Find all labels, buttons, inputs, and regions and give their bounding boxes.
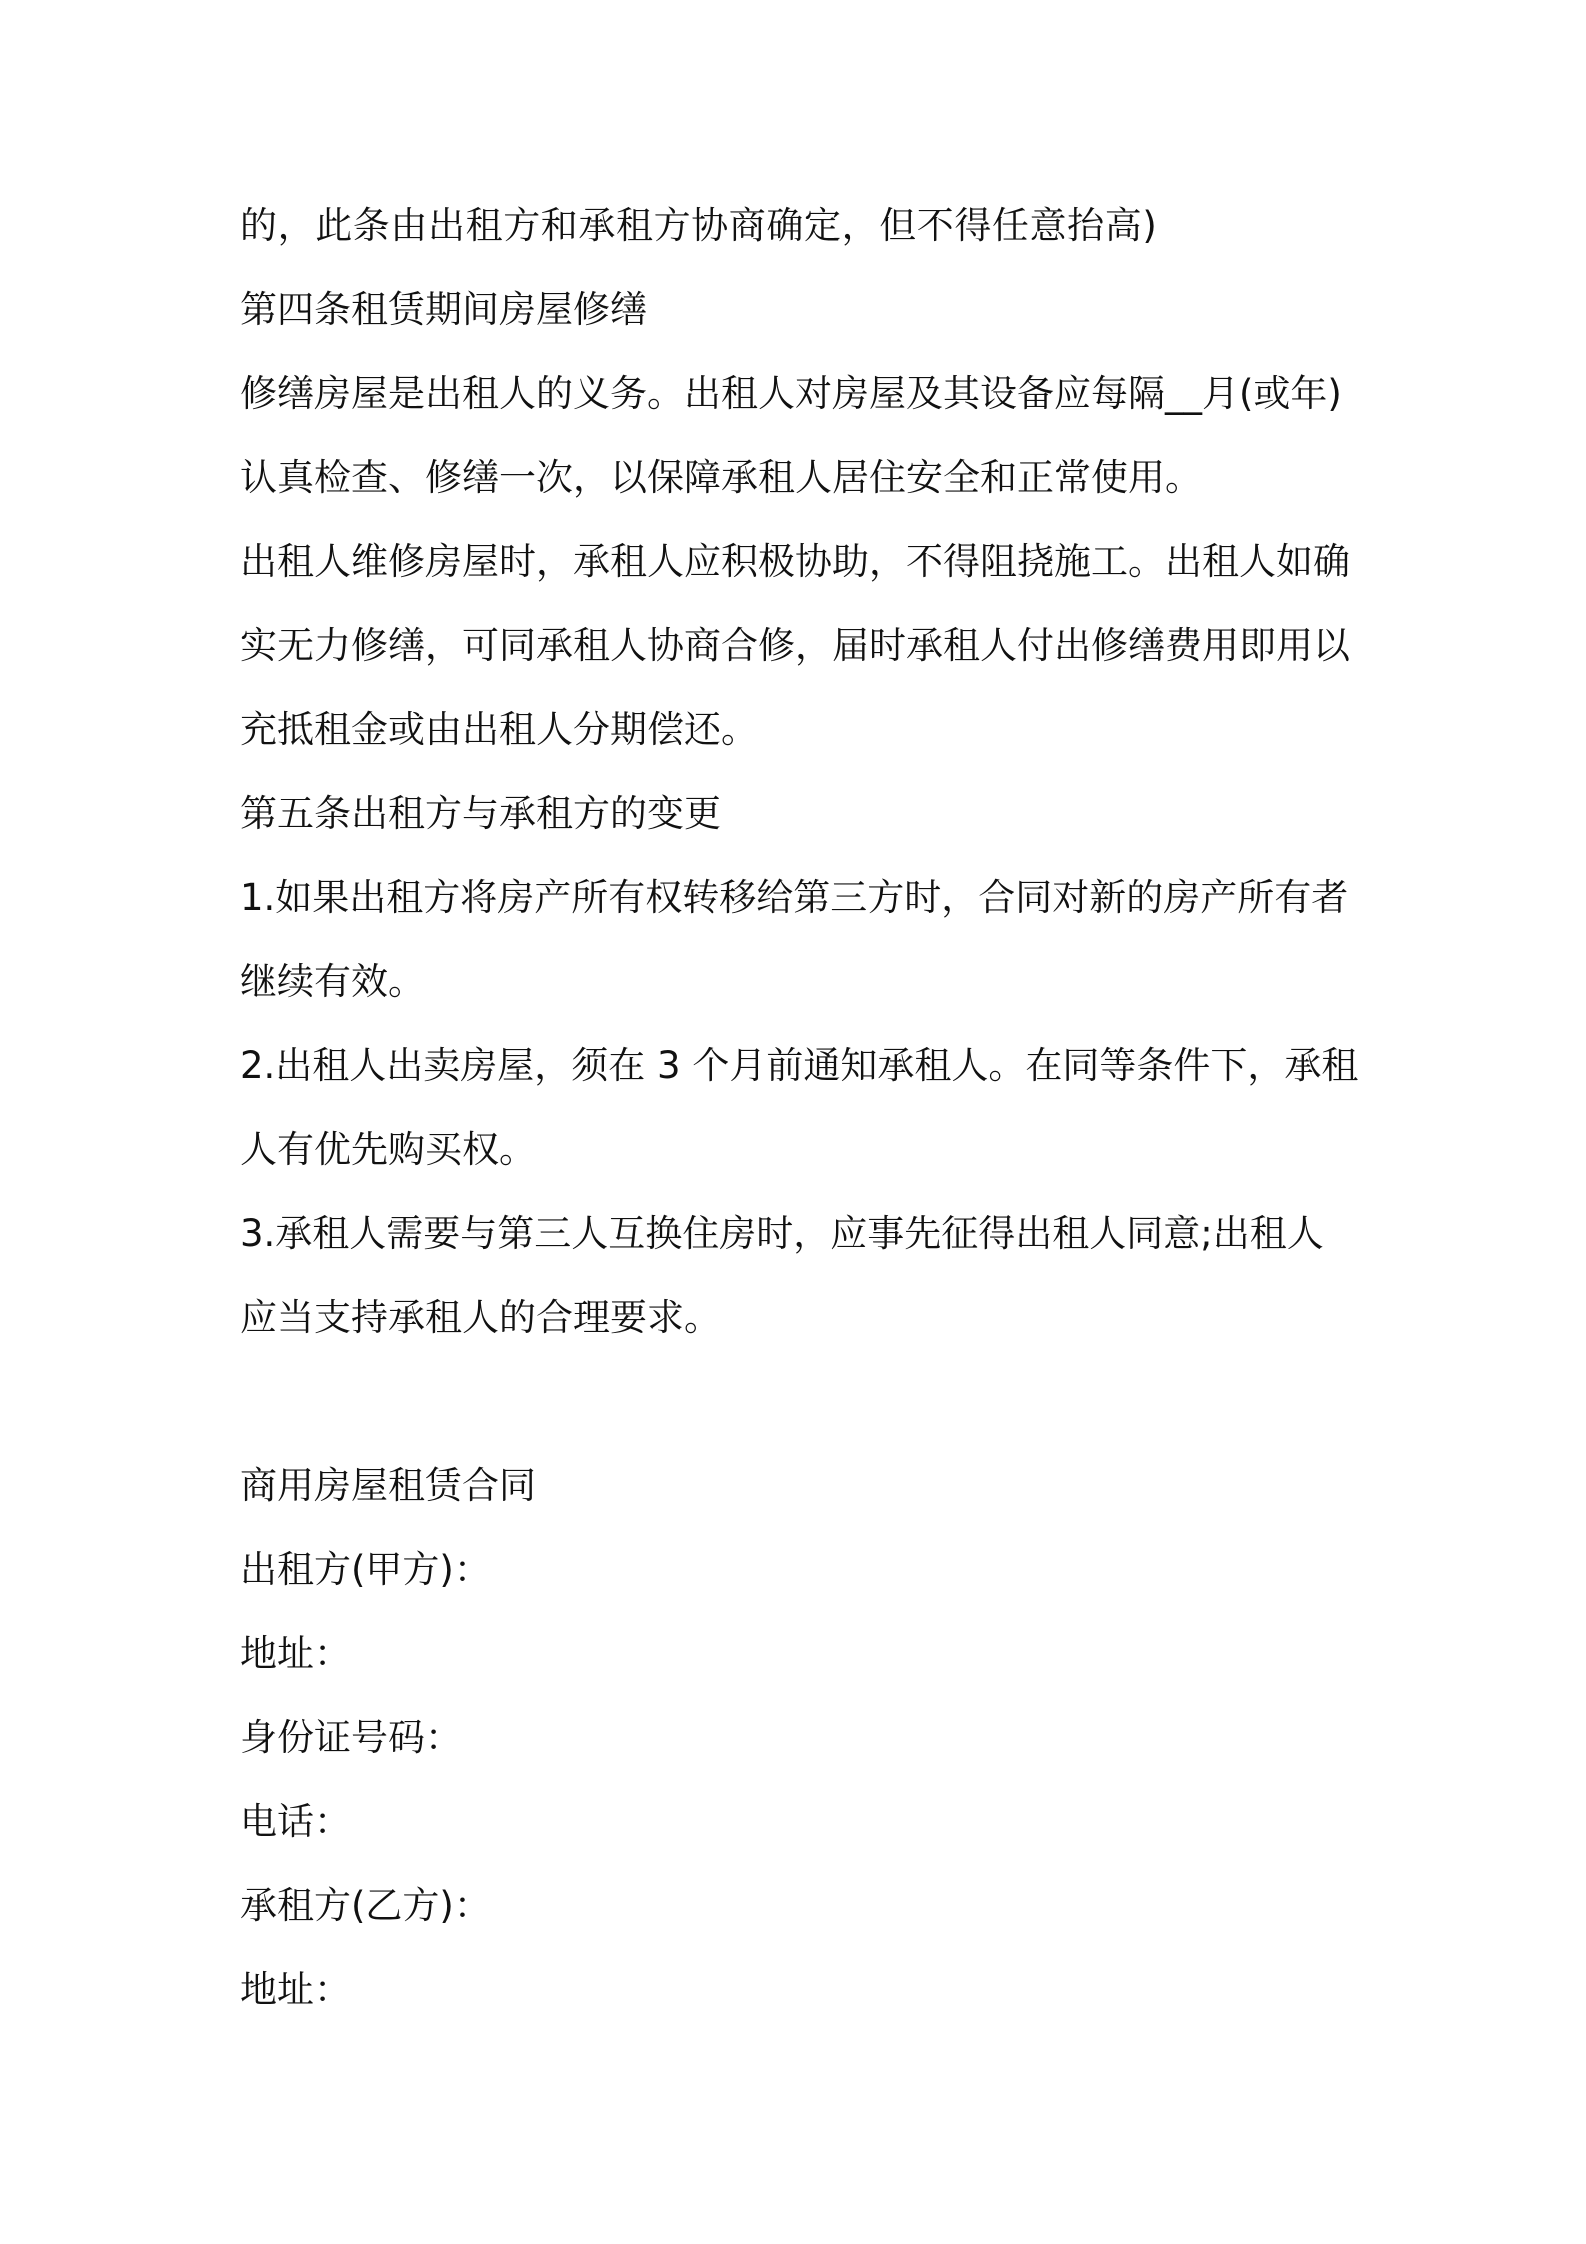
phone-label: 电话：	[240, 1800, 351, 1843]
list-item-2-continued: 人有优先购买权。	[240, 1128, 536, 1171]
lessee-address-label: 地址：	[240, 1968, 351, 2011]
section-heading-article-5: 第五条出租方与承租方的变更	[240, 792, 721, 835]
section-heading-article-4: 第四条租赁期间房屋修缮	[240, 288, 647, 331]
paragraph-line: 认真检查、修缮一次，以保障承租人居住安全和正常使用。	[240, 456, 1202, 499]
list-item-3: 3.承租人需要与第三人互换住房时，应事先征得出租人同意;出租人	[240, 1212, 1324, 1255]
lessee-label: 承租方(乙方)：	[240, 1884, 491, 1927]
paragraph-line: 的，此条由出租方和承租方协商确定，但不得任意抬高)	[240, 204, 1158, 247]
paragraph-line: 实无力修缮，可同承租人协商合修，届时承租人付出修缮费用即用以	[240, 624, 1350, 667]
id-number-label: 身份证号码：	[240, 1716, 462, 1759]
list-item-2: 2.出租人出卖房屋，须在 3 个月前通知承租人。在同等条件下，承租	[240, 1044, 1359, 1087]
contract-title: 商用房屋租赁合同	[240, 1464, 536, 1507]
list-item-1-continued: 继续有效。	[240, 960, 425, 1003]
lessor-label: 出租方(甲方)：	[240, 1548, 491, 1591]
paragraph-line: 修缮房屋是出租人的义务。出租人对房屋及其设备应每隔__月(或年)	[240, 372, 1342, 415]
list-item-1: 1.如果出租方将房产所有权转移给第三方时，合同对新的房产所有者	[240, 876, 1349, 919]
paragraph-line: 出租人维修房屋时，承租人应积极协助，不得阻挠施工。出租人如确	[240, 540, 1350, 583]
list-item-3-continued: 应当支持承租人的合理要求。	[240, 1296, 721, 1339]
paragraph-line: 充抵租金或由出租人分期偿还。	[240, 708, 758, 751]
lessor-address-label: 地址：	[240, 1632, 351, 1675]
